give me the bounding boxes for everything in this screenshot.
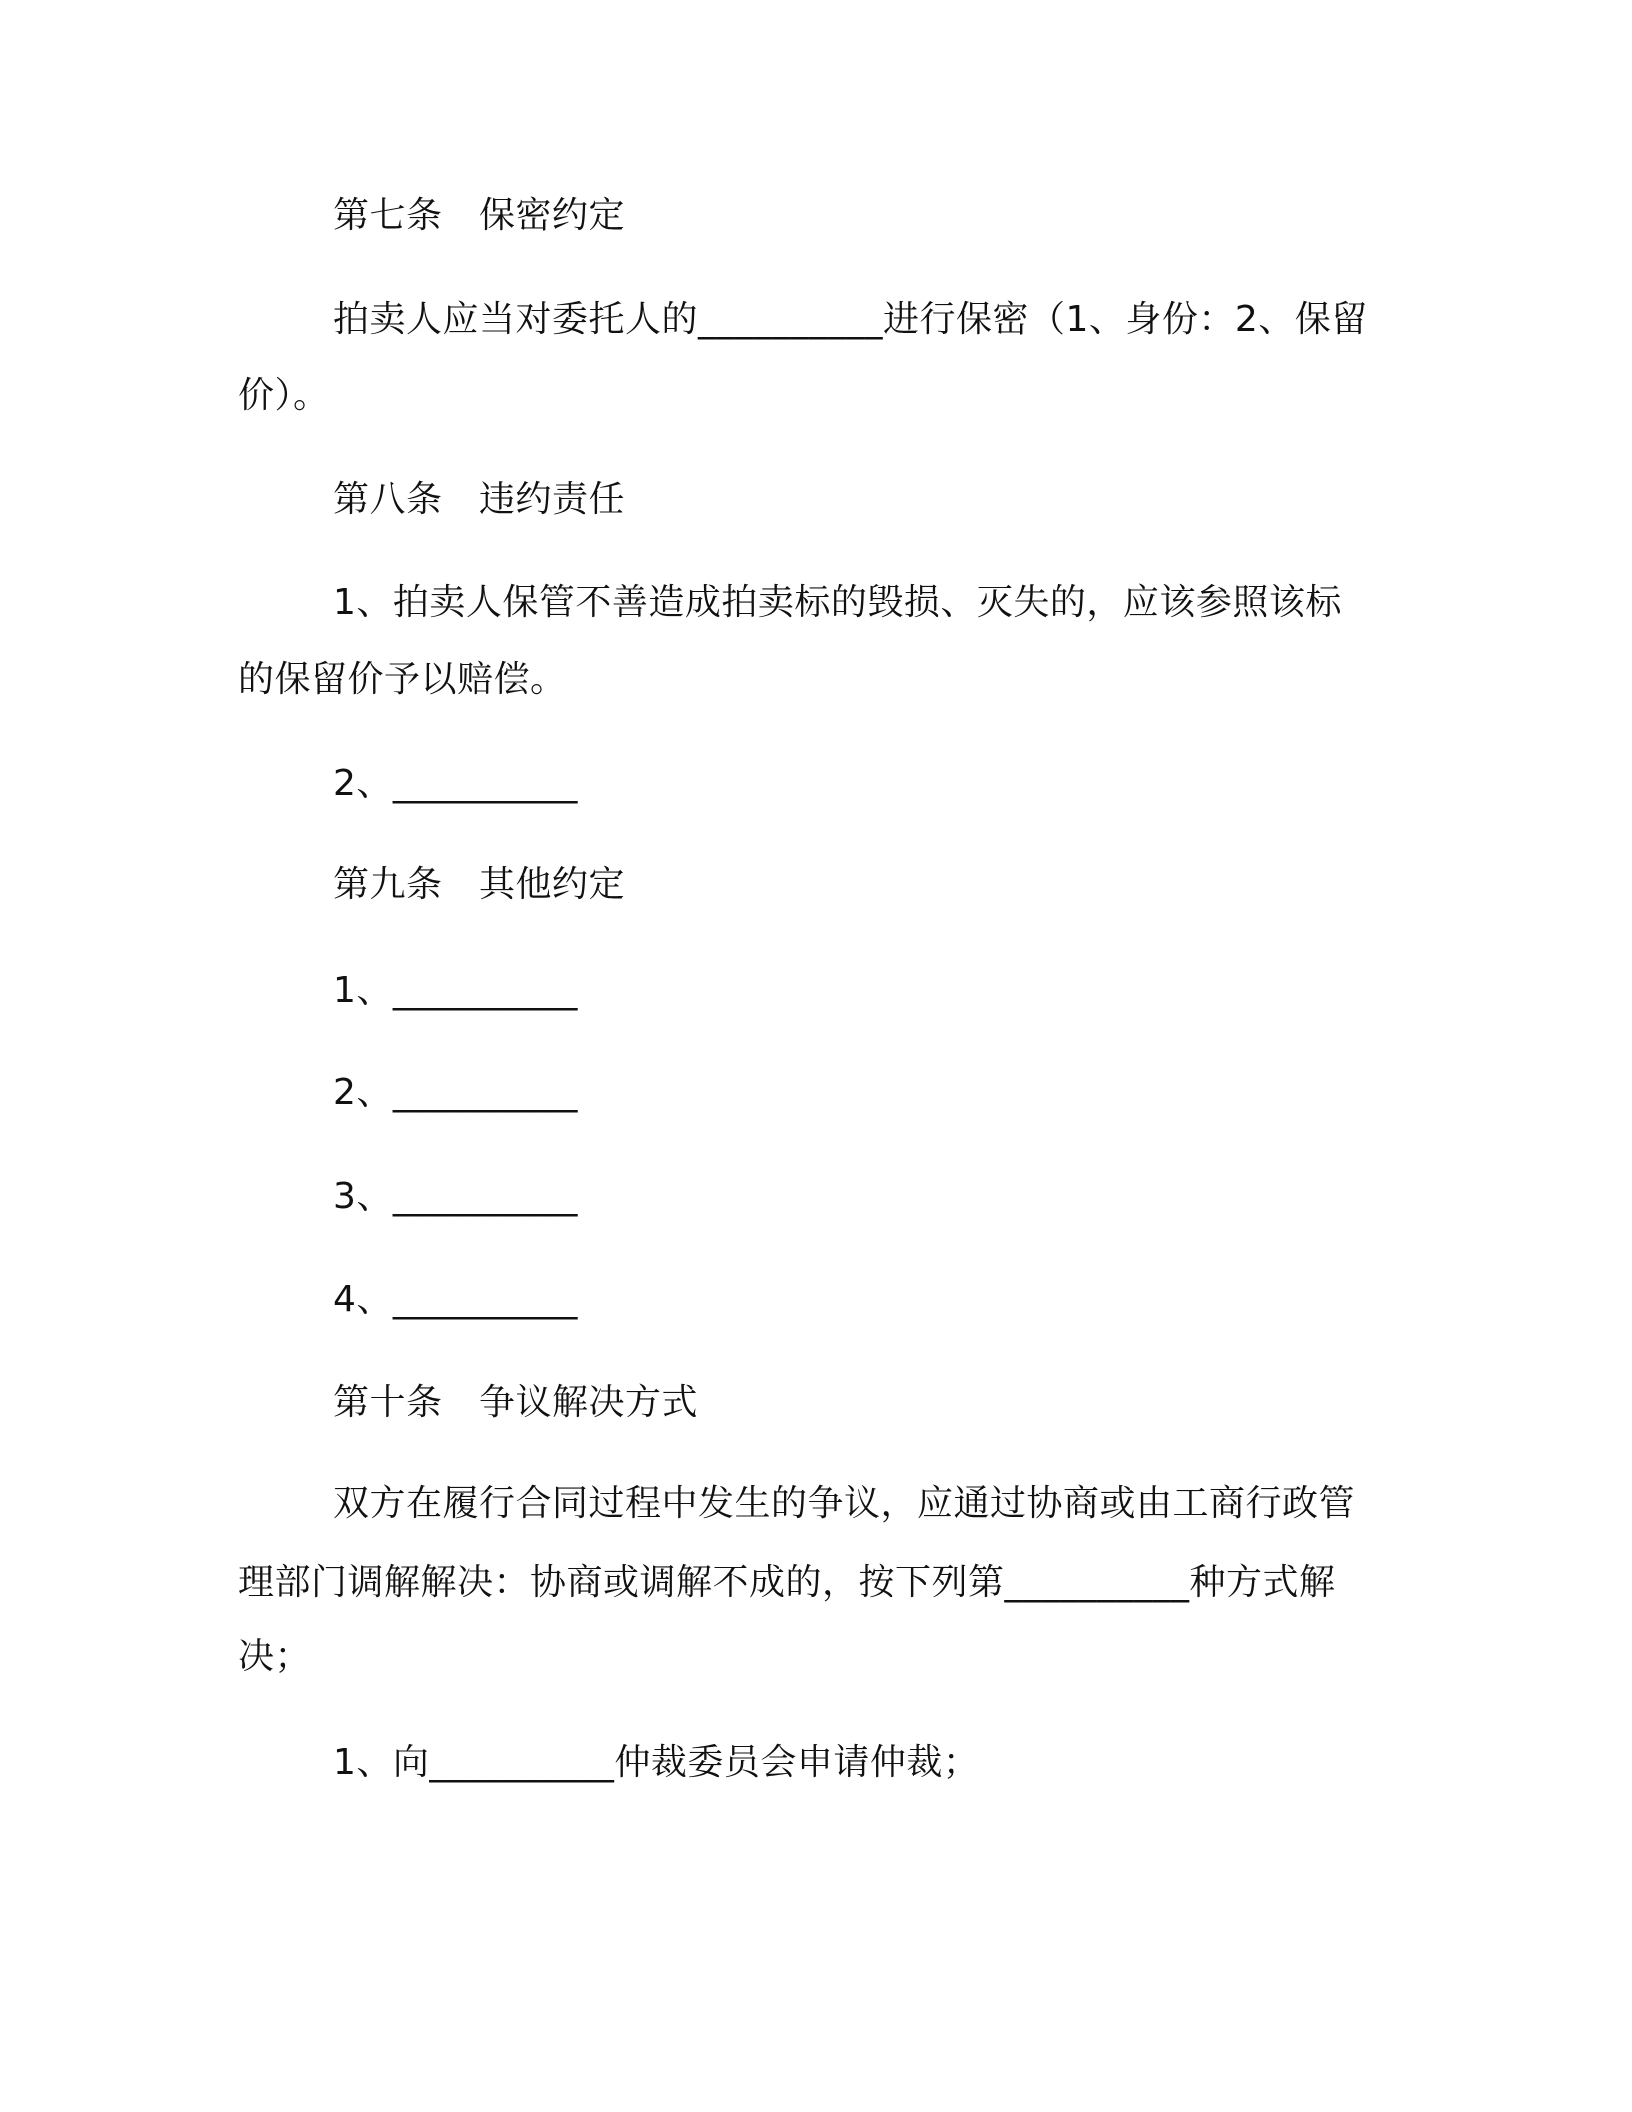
article-9-item: 1、__________ <box>333 970 578 1011</box>
article-10-paragraph-line: 决； <box>238 1636 312 1677</box>
article-8-item-line: 1、拍卖人保管不善造成拍卖标的毁损、灭失的，应该参照该标 <box>333 582 1342 623</box>
article-8-item-line: 的保留价予以赔偿。 <box>238 659 567 700</box>
article-9-heading: 第九条 其他约定 <box>333 864 626 905</box>
article-9-item: 4、__________ <box>333 1279 578 1320</box>
article-10-heading: 第十条 争议解决方式 <box>333 1382 699 1423</box>
article-10-item-1: 1、向__________仲裁委员会申请仲裁； <box>333 1742 980 1783</box>
article-8-item-2: 2、__________ <box>333 763 578 804</box>
article-7-paragraph-line: 拍卖人应当对委托人的__________进行保密（1、身份：2、保留 <box>333 299 1368 340</box>
article-8-heading: 第八条 违约责任 <box>333 479 626 520</box>
article-10-paragraph-line: 双方在履行合同过程中发生的争议，应通过协商或由工商行政管 <box>333 1483 1356 1524</box>
article-7-heading: 第七条 保密约定 <box>333 195 626 236</box>
article-10-paragraph-line: 理部门调解解决：协商或调解不成的，按下列第__________种方式解 <box>238 1562 1336 1603</box>
article-7-paragraph-line: 价）。 <box>238 375 330 416</box>
article-9-item: 2、__________ <box>333 1072 578 1113</box>
article-9-item: 3、__________ <box>333 1176 578 1217</box>
